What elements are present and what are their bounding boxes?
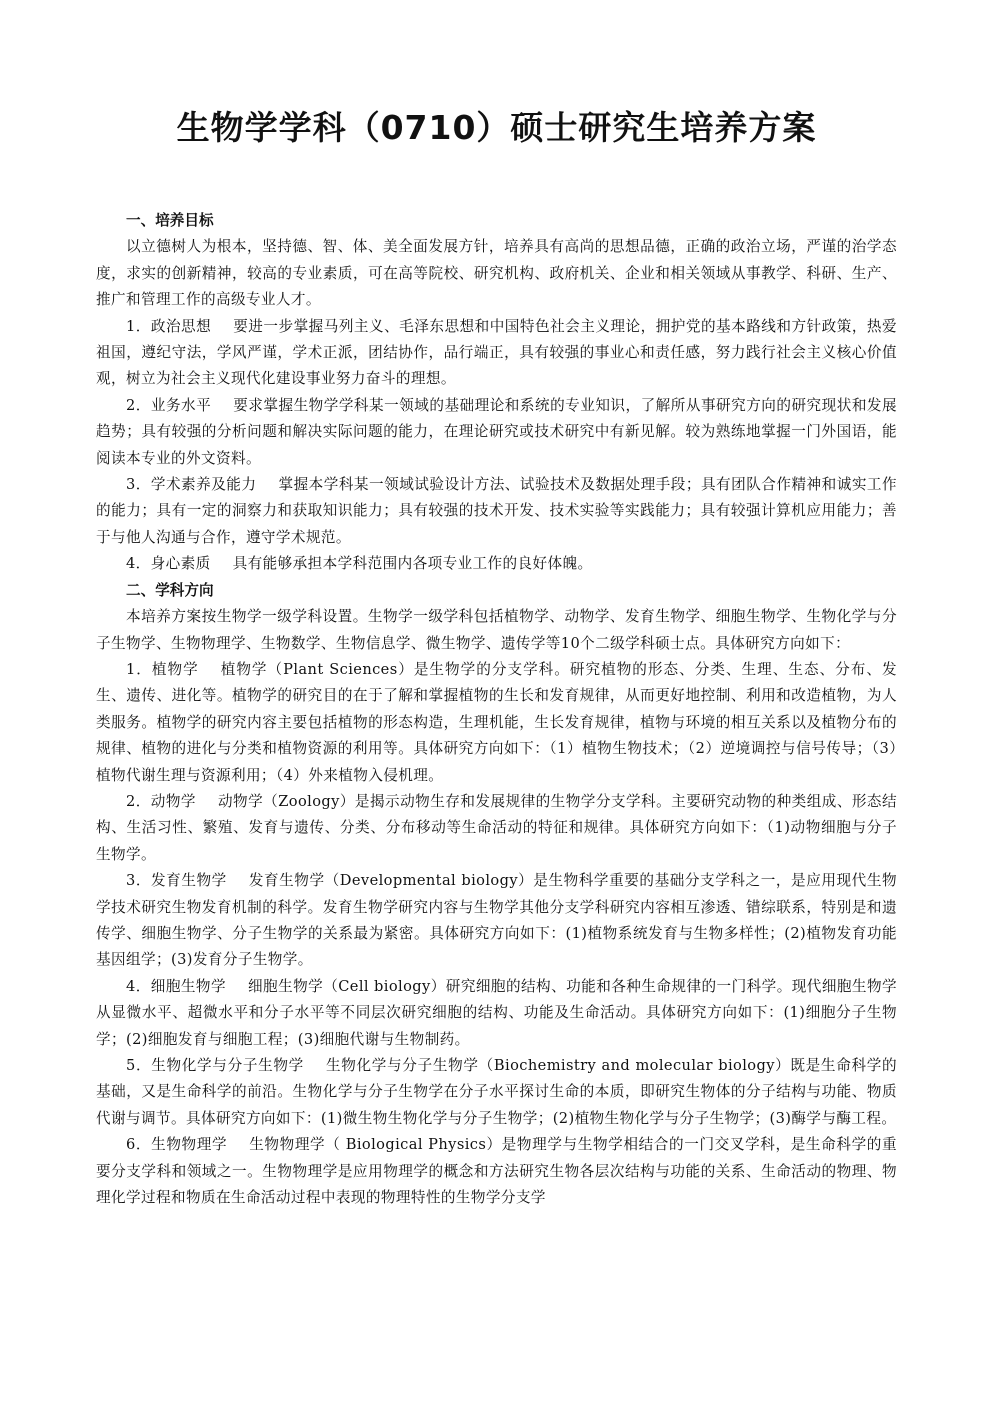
direction-item-biophysics xyxy=(96,1132,897,1211)
direction-item-label: 3．发育生物学 xyxy=(126,872,227,890)
direction-item-text: 动物学（Zoology）是揭示动物生存和发展规律的生物学分支学科。主要研究动物的种类组成、形态结构、生活习性、繁殖、发育与遗传、分类、分布移动等生命活动的特征和规律。具体研究方向如下：（1)动物细胞与分子生物学。 xyxy=(96,792,897,863)
goal-item-health xyxy=(96,551,897,577)
direction-item-label: 2．动物学 xyxy=(126,792,196,810)
direction-item-label: 4．细胞生物学 xyxy=(126,977,226,995)
direction-item-text: 生物化学与分子生物学（Biochemistry and molecular biology）既是生命科学的基础，又是生命科学的前沿。生物化学与分子生物学在分子水平探讨生命的本质，即研究生物体的分子结构与功能、物质代谢与调节。具体研究方向如下：(1)微生物生物化学与分子生物学；(2)植物生物化学与分子生物学；(3)酶学与酶工程。 xyxy=(96,1057,897,1127)
goal-item-text: 要进一步掌握马列主义、毛泽东思想和中国特色社会主义理论，拥护党的基本路线和方针政策，热爱祖国，遵纪守法，学风严谨，学术正派，团结协作，品行端正，具有较强的事业心和责任感，努力践行社会主义核心价值观，树立为社会主义现代化建设事业努力奋斗的理想。 xyxy=(96,317,897,388)
direction-item-cell-biology xyxy=(96,974,897,1053)
section-heading-directions: 二、学科方向 xyxy=(126,581,214,599)
direction-item-botany xyxy=(96,657,897,789)
direction-item-label: 5．生物化学与分子生物学 xyxy=(126,1057,304,1074)
direction-item-text: 细胞生物学（Cell biology）研究细胞的结构、功能和各种生命规律的一门科学。现代细胞生物学从显微水平、超微水平和分子水平等不同层次研究细胞的结构、功能及生命活动。具体研究方向如下：(1)细胞分子生物学；(2)细胞发育与细胞工程；(3)细胞代谢与生物制药。 xyxy=(96,977,897,1048)
direction-item-developmental-biology xyxy=(96,868,897,974)
goal-item-text: 要求掌握生物学学科某一领域的基础理论和系统的专业知识，了解所从事研究方向的研究现状和发展趋势；具有较强的分析问题和解决实际问题的能力，在理论研究或技术研究中有新见解。较为熟练地掌握一门外国语，能阅读本专业的外文资料。 xyxy=(96,396,897,467)
goal-item-label: 3．学术素养及能力 xyxy=(126,476,257,494)
goal-item-text: 掌握本学科某一领域试验设计方法、试验技术及数据处理手段；具有团队合作精神和诚实工作的能力；具有一定的洞察力和获取知识能力；具有较强的技术开发、技术实验等实践能力；具有较强计算机应用能力；善于与他人沟通与合作，遵守学术规范。 xyxy=(96,476,897,546)
document-title: 生物学学科（0710）硕士研究生培养方案 xyxy=(176,108,817,147)
goal-item-label: 2．业务水平 xyxy=(126,396,212,414)
direction-item-text: 植物学（Plant Sciences）是生物学的分支学科。研究植物的形态、分类、生理、生态、分布、发生、遗传、进化等。植物学的研究目的在于了解和掌握植物的生长和发育规律，从而更好地控制、利用和改造植物，为人类服务。植物学的研究内容主要包括植物的形态构造，生理机能，生长发育规律，植物与环境的相互关系以及植物分布的规律、植物的进化与分类和植物资源的利用等。具体研究方向如下：（1）植物生物技术；（2）逆境调控与信号传导；（3）植物代谢生理与资源利用；（4）外来植物入侵机理。 xyxy=(96,660,897,784)
directions-intro-paragraph: 本培养方案按生物学一级学科设置。生物学一级学科包括植物学、动物学、发育生物学、细胞生物学、生物化学与分子生物学、生物物理学、生物数学、生物信息学、微生物学、遗传学等10个二级学科硕士点。具体研究方向如下： xyxy=(96,608,897,652)
direction-item-label: 1．植物学 xyxy=(126,660,199,678)
direction-item-text: 生物物理学（ Biological Physics）是物理学与生物学相结合的一门交叉学科，是生命科学的重要分支学科和领域之一。生物物理学是应用物理学的概念和方法研究生物各层次结构与功能的关系、生命活动的物理、物理化学过程和物质在生命活动过程中表现的物理特性的生物学分支学 xyxy=(96,1136,897,1207)
goal-item-professional xyxy=(96,393,897,472)
direction-item-label: 6．生物物理学 xyxy=(126,1136,228,1154)
goal-item-text: 具有能够承担本学科范围内各项专业工作的良好体魄。 xyxy=(232,555,593,573)
goal-item-label: 4．身心素质 xyxy=(126,555,211,573)
direction-item-biochemistry xyxy=(96,1053,897,1132)
goal-item-political xyxy=(96,314,897,393)
goal-item-label: 1．政治思想 xyxy=(126,317,212,335)
document-body xyxy=(96,208,897,1211)
goal-item-academic xyxy=(96,472,897,551)
direction-item-zoology xyxy=(96,789,897,868)
goals-intro-paragraph: 以立德树人为根本，坚持德、智、体、美全面发展方针，培养具有高尚的思想品德，正确的政治立场，严谨的治学态度，求实的创新精神，较高的专业素质，可在高等院校、研究机构、政府机关、企业和相关领域从事教学、科研、生产、推广和管理工作的高级专业人才。 xyxy=(96,238,897,309)
section-heading-goals: 一、培养目标 xyxy=(126,212,214,229)
direction-item-text: 发育生物学（Developmental biology）是生物科学重要的基础分支学科之一，是应用现代生物学技术研究生物发育机制的科学。发育生物学研究内容与生物学其他分支学科研究内容相互渗透、错综联系，特别是和遗传学、细胞生物学、分子生物学的关系最为紧密。具体研究方向如下：(1)植物系统发育与生物多样性；(2)植物发育功能基因组学；(3)发育分子生物学。 xyxy=(96,872,897,969)
